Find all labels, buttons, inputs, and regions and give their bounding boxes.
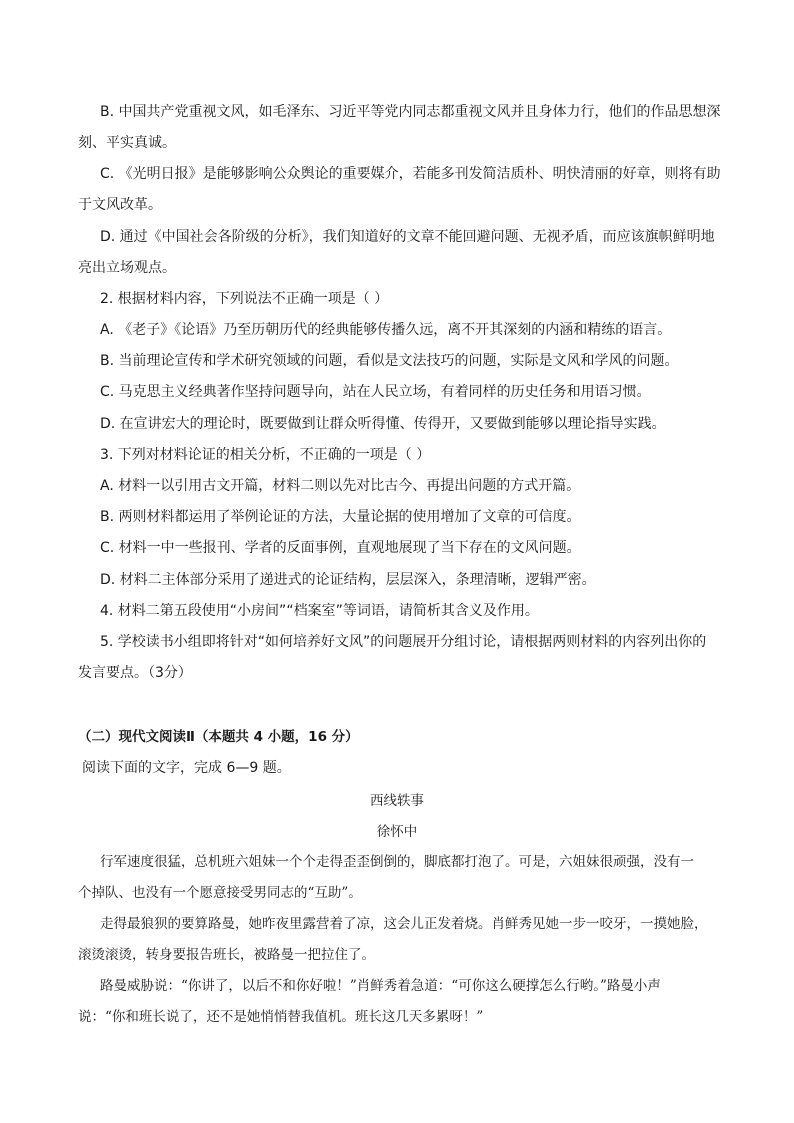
- story-author: 徐怀中: [376, 824, 418, 840]
- q2-option-c: C. 马克思主义经典著作坚持问题导向，站在人民立场，有着同样的历史任务和用语习惯。: [100, 384, 651, 400]
- section-heading: （二）现代文阅读Ⅱ（本题共 4 小题，16 分）: [78, 729, 359, 745]
- story-paragraph-3-line2: 说：“你和班长说了，还不是她悄悄替我值机。班长这几天多累呀！”: [78, 1009, 484, 1025]
- q1-option-b-line2: 刻、平实真诚。: [78, 135, 176, 151]
- q1-option-d-line2: 亮出立场观点。: [78, 260, 176, 276]
- q3-option-b: B. 两则材料都运用了举例论证的方法，大量论据的使用增加了文章的可信度。: [100, 509, 581, 525]
- q2-option-a: A. 《老子》《论语》乃至历朝历代的经典能够传播久远，离不开其深刻的内涵和精练的语言。: [100, 322, 672, 338]
- story-paragraph-2-line2: 滚烫滚烫，转身要报告班长，被路曼一把拉住了。: [78, 947, 375, 963]
- story-paragraph-1-line1: 行军速度很猛，总机班六姐妹一个个走得歪歪倒倒的，脚底都打泡了。可是，六姐妹很顽强，没有一: [100, 854, 694, 870]
- story-paragraph-3-line1: 路曼威胁说：“你讲了，以后不和你好啦！”肖鲜秀着急道：“可你这么硬撑怎么行哟。”路曼小声: [100, 978, 661, 994]
- q1-option-c-line1: C. 《光明日报》是能够影响公众舆论的重要媒介，若能多刊发简洁质朴、明快清丽的好章，则将有助: [100, 166, 721, 182]
- question-5-line1: 5. 学校读书小组即将针对“如何培养好文风”的问题展开分组讨论，请根据两则材料的内容列出你的: [100, 634, 707, 650]
- q1-option-c-line2: 于文风改革。: [78, 197, 162, 213]
- story-title: 西线轶事: [370, 793, 424, 809]
- q1-option-d-line1: D. 通过《中国社会各阶级的分析》，我们知道好的文章不能回避问题、无视矛盾，而应该旗帜鲜明地: [100, 229, 715, 245]
- q1-option-b-line1: B. 中国共产党重视文风，如毛泽东、习近平等党内同志都重视文风并且身体力行，他们的作品思想深: [100, 104, 721, 120]
- question-4: 4. 材料二第五段使用“小房间”“档案室”等词语，请简析其含义及作用。: [100, 603, 539, 619]
- question-5-line2: 发言要点。（3分）: [78, 665, 192, 681]
- q3-option-a: A. 材料一以引用古文开篇，材料二则以先对比古今、再提出问题的方式开篇。: [100, 478, 581, 494]
- reading-instruction: 阅读下面的文字，完成 6—9 题。: [82, 760, 291, 776]
- story-paragraph-1-line2: 个掉队、也没有一个愿意接受男同志的“互助”。: [78, 885, 362, 901]
- q3-option-d: D. 材料二主体部分采用了递进式的论证结构，层层深入，条理清晰，逻辑严密。: [100, 572, 596, 588]
- q3-option-c: C. 材料一中一些报刊、学者的反面事例，直观地展现了当下存在的文风问题。: [100, 540, 581, 556]
- q2-option-b: B. 当前理论宣传和学术研究领域的问题，看似是文法技巧的问题，实际是文风和学风的问题。: [100, 353, 679, 369]
- story-paragraph-2-line1: 走得最狼狈的要算路曼，她昨夜里露营着了凉，这会儿正发着烧。肖鲜秀见她一步一咬牙，一摸她脸，: [100, 916, 708, 932]
- question-3: 3. 下列对材料论证的相关分析，不正确的一项是（ ）: [100, 447, 431, 463]
- question-2: 2. 根据材料内容，下列说法不正确一项是（ ）: [100, 291, 389, 307]
- q2-option-d: D. 在宣讲宏大的理论时，既要做到让群众听得懂、传得开，又要做到能够以理论指导实践。: [100, 416, 666, 432]
